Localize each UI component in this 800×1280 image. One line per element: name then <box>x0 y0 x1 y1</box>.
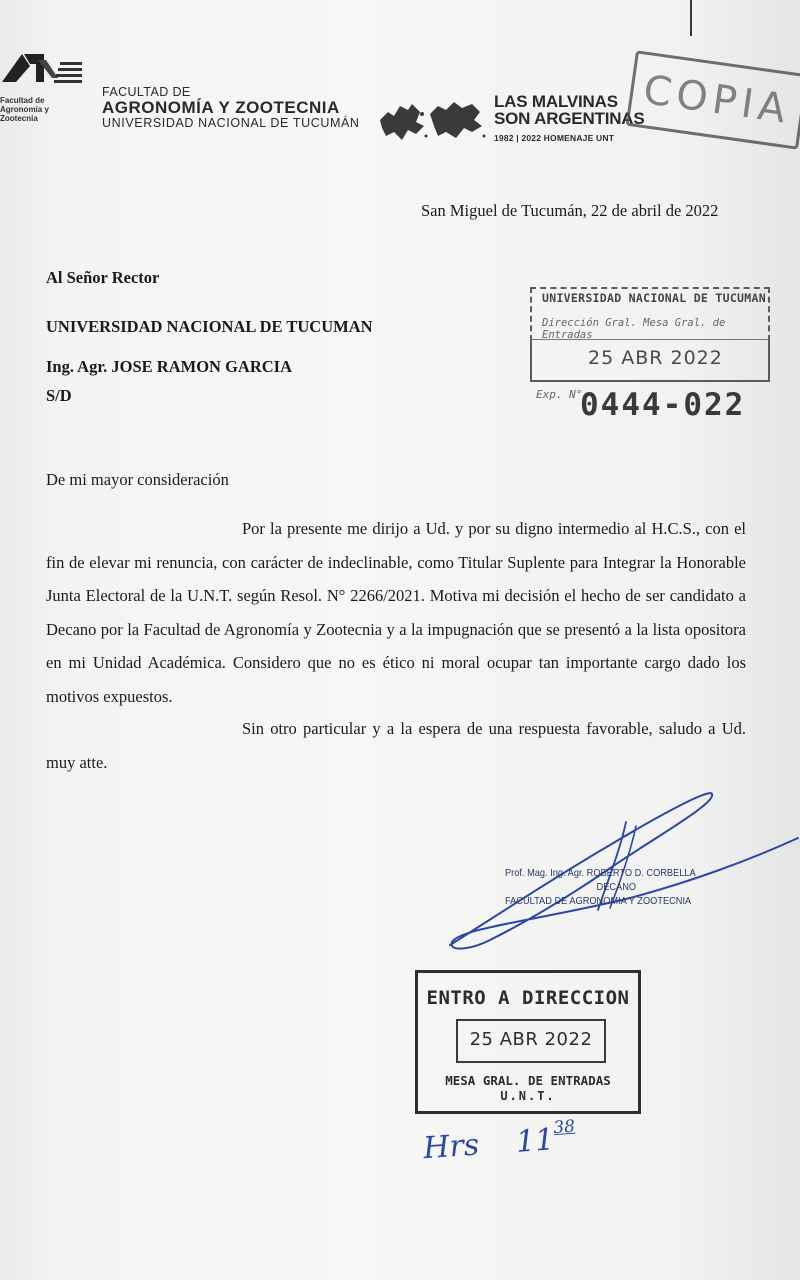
recipient-line1: Al Señor Rector <box>46 268 160 287</box>
signature-faculty: FACULTAD DE AGRONOMIA Y ZOOTECNIA <box>505 895 692 907</box>
greeting: De mi mayor consideración <box>46 470 229 489</box>
exp-label: Exp. N° <box>536 388 583 401</box>
entry-stamp-line2: MESA GRAL. DE ENTRADAS <box>445 1073 611 1088</box>
letter-closing <box>46 712 746 779</box>
handwritten-time <box>422 1117 577 1167</box>
signature-name: Prof. Mag. Ing. Agr. ROBERTO D. CORBELLA <box>505 867 696 879</box>
malvinas-line1: LAS MALVINAS <box>494 92 618 111</box>
exp-number: 0444-022 <box>580 387 746 423</box>
minutes-value: 38 <box>552 1116 576 1139</box>
handwritten-signature <box>430 770 800 960</box>
faculty-line1: FACULTAD DE <box>102 85 191 99</box>
signature-title: DECANO <box>596 881 637 893</box>
letter-body <box>46 512 746 713</box>
reception-stamp-line2: Dirección Gral. Mesa Gral. de Entradas <box>542 317 726 341</box>
logo-text: Facultad de Agronomía y Zootecnia <box>0 96 49 123</box>
margin-mark <box>690 0 692 36</box>
entry-stamp-line3: U.N.T. <box>500 1089 556 1103</box>
reception-stamp <box>530 287 768 423</box>
hours-value: 11 <box>514 1122 556 1160</box>
malvinas-line2: SON ARGENTINAS <box>494 109 645 129</box>
faculty-name: AGRONOMÍA Y ZOOTECNIA <box>102 98 340 118</box>
signature-stamp <box>505 866 696 908</box>
recipient-line2: UNIVERSIDAD NACIONAL DE TUCUMAN <box>46 317 373 336</box>
malvinas-islands-icon <box>372 92 490 152</box>
hours-label: Hrs <box>422 1127 481 1167</box>
university-name: UNIVERSIDAD NACIONAL DE TUCUMÁN <box>102 115 360 130</box>
entry-stamp <box>415 970 641 1114</box>
reception-date: 25 ABR 2022 <box>588 347 723 369</box>
recipient-line3: Ing. Agr. JOSE RAMON GARCIA <box>46 357 293 376</box>
faculty-header <box>102 86 360 130</box>
entry-stamp-title: ENTRO A DIRECCION <box>426 987 630 1009</box>
letter-date: San Miguel de Tucumán, 22 de abril de 2022 <box>421 201 719 220</box>
copia-stamp: COPIA <box>626 50 800 149</box>
entry-date: 25 ABR 2022 <box>469 1029 593 1050</box>
malvinas-header <box>494 93 645 143</box>
recipient-line4: S/D <box>46 386 72 405</box>
body-paragraph: Por la presente me dirijo a Ud. y por su digno intermedio al H.C.S., con el fin de elevar mi renuncia, con carácter de indeclinable, como Titular Suplente para Integrar la Honorable Junta Electoral de la U.N.T. según Resol. N° 2266/2021. Motiva mi decisión el hecho de ser candidato a Decano por la Facultad de Agronomía y Zootecnia y a la impugnación que se presentó a la lista opositora en mi Unidad Académica. Considero que no es ético ni moral ocupar tan importante cargo dado los motivos expuestos. <box>46 519 746 706</box>
malvinas-line3: 1982 | 2022 HOMENAJE UNT <box>494 132 615 143</box>
closing-paragraph: Sin otro particular y a la espera de una respuesta favorable, saludo a Ud. muy atte. <box>46 719 746 772</box>
reception-stamp-line1: UNIVERSIDAD NACIONAL DE TUCUMAN <box>542 291 766 305</box>
